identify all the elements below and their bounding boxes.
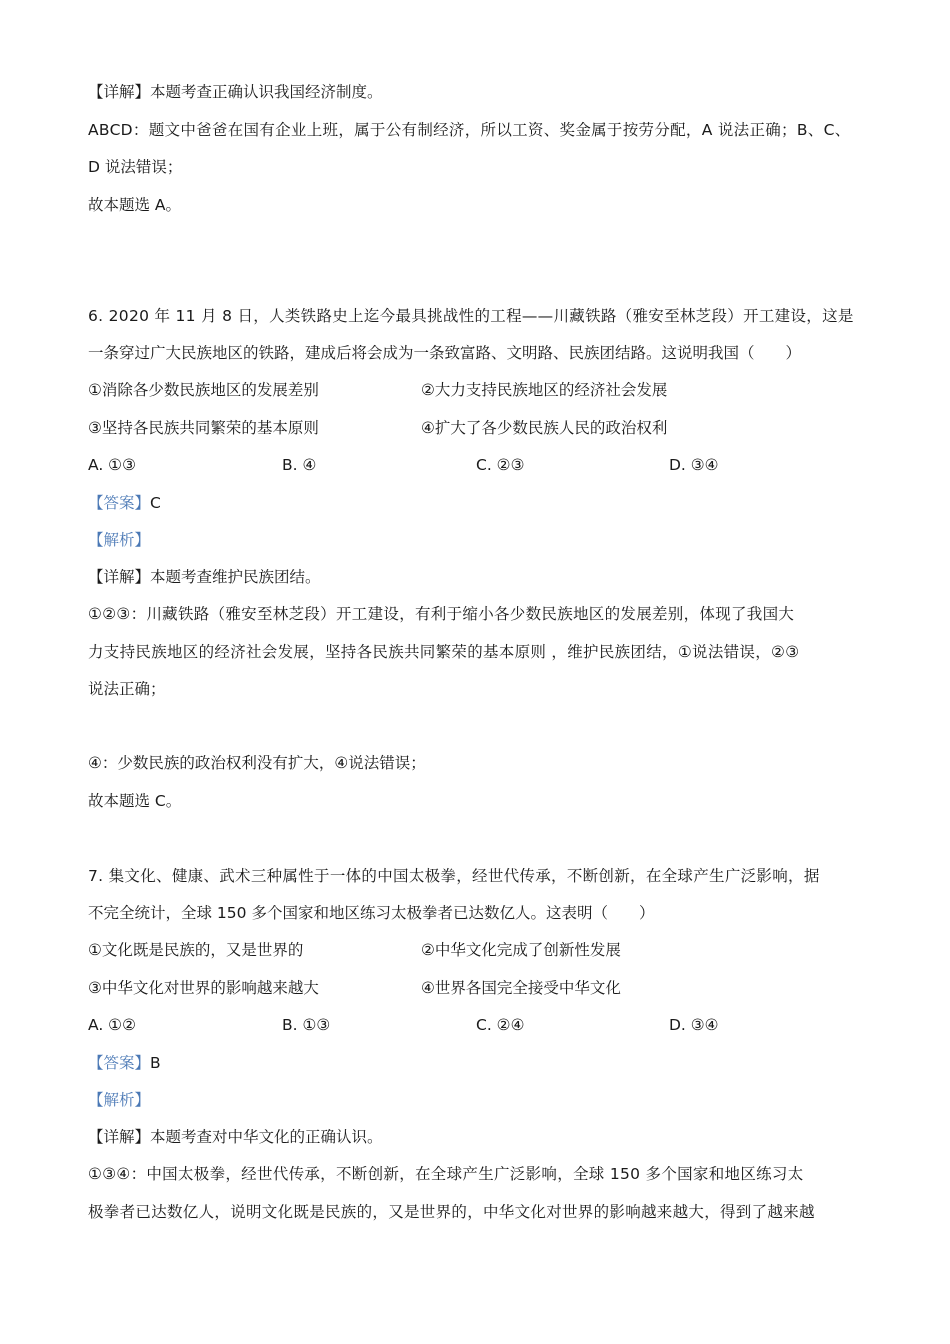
q6-analysis-line-3: 说法正确； (88, 680, 166, 698)
q6-choice-a: A. ①③ (88, 456, 136, 474)
q7-statement-3: ③中华文化对世界的影响越来越大 (88, 979, 319, 997)
q5-analysis-line-1: ABCD：题文中爸爸在国有企业上班，属于公有制经济，所以工资、奖金属于按劳分配，A 说法正确；B、C、 (88, 121, 851, 139)
q6-statement-4: ④扩大了各少数民族人民的政治权利 (421, 419, 668, 437)
q7-analysis-line-1: ①③④：中国太极拳，经世代传承，不断创新，在全球产生广泛影响，全球 150 多个国家和地区练习太 (88, 1165, 804, 1183)
q7-analysis-label: 【解析】 (88, 1091, 151, 1109)
q7-answer (88, 1053, 161, 1073)
q7-choice-a: A. ①② (88, 1016, 136, 1034)
q6-stem-line-1: 6. 2020 年 11 月 8 日，人类铁路史上迄今最具挑战性的工程——川藏铁路（雅安至林芝段）开工建设，这是 (88, 307, 854, 325)
q6-detail: 【详解】本题考查维护民族团结。 (88, 568, 321, 586)
q7-stem-line-2: 不完全统计，全球 150 多个国家和地区练习太极拳者已达数亿人。这表明（ ） (88, 904, 655, 922)
q7-statement-4: ④世界各国完全接受中华文化 (421, 979, 621, 997)
q6-choice-b: B. ④ (282, 456, 317, 474)
q7-choice-d: D. ③④ (669, 1016, 719, 1034)
q7-answer-label: 【答案】 (88, 1054, 151, 1072)
q5-detail: 【详解】本题考查正确认识我国经济制度。 (88, 83, 383, 101)
q6-analysis-label: 【解析】 (88, 531, 151, 549)
q6-analysis-line-1: ①②③：川藏铁路（雅安至林芝段）开工建设，有利于缩小各少数民族地区的发展差别，体现了我国大 (88, 605, 795, 623)
q5-analysis-line-2: D 说法错误； (88, 158, 183, 176)
q6-analysis-line-2: 力支持民族地区的经济社会发展，坚持各民族共同繁荣的基本原则 ，维护民族团结，①说法错误，②③ (88, 643, 800, 661)
q6-conclusion: 故本题选 C。 (88, 792, 182, 810)
q6-analysis-line-4: ④：少数民族的政治权利没有扩大，④说法错误； (88, 754, 426, 772)
q6-statement-1: ①消除各少数民族地区的发展差别 (88, 381, 319, 399)
q7-stem-line-1: 7. 集文化、健康、武术三种属性于一体的中国太极拳，经世代传承，不断创新，在全球产生广泛影响，据 (88, 867, 820, 885)
q6-answer (88, 493, 161, 513)
q6-choice-d: D. ③④ (669, 456, 719, 474)
q7-answer-value: B (150, 1054, 161, 1072)
q7-detail: 【详解】本题考查对中华文化的正确认识。 (88, 1128, 383, 1146)
q7-statement-1: ①文化既是民族的，又是世界的 (88, 941, 304, 959)
q6-stem-line-2: 一条穿过广大民族地区的铁路，建成后将会成为一条致富路、文明路、民族团结路。这说明我国（ ） (88, 344, 802, 362)
q6-answer-label: 【答案】 (88, 494, 151, 512)
q5-conclusion: 故本题选 A。 (88, 196, 182, 214)
q7-choice-b: B. ①③ (282, 1016, 331, 1034)
q6-choice-c: C. ②③ (476, 456, 525, 474)
q6-answer-value: C (150, 494, 161, 512)
q7-statement-2: ②中华文化完成了创新性发展 (421, 941, 621, 959)
q6-statement-3: ③坚持各民族共同繁荣的基本原则 (88, 419, 319, 437)
q7-choice-c: C. ②④ (476, 1016, 525, 1034)
q6-statement-2: ②大力支持民族地区的经济社会发展 (421, 381, 668, 399)
q7-analysis-line-2: 极拳者已达数亿人，说明文化既是民族的，又是世界的，中华文化对世界的影响越来越大，得到了越来越 (88, 1203, 815, 1221)
